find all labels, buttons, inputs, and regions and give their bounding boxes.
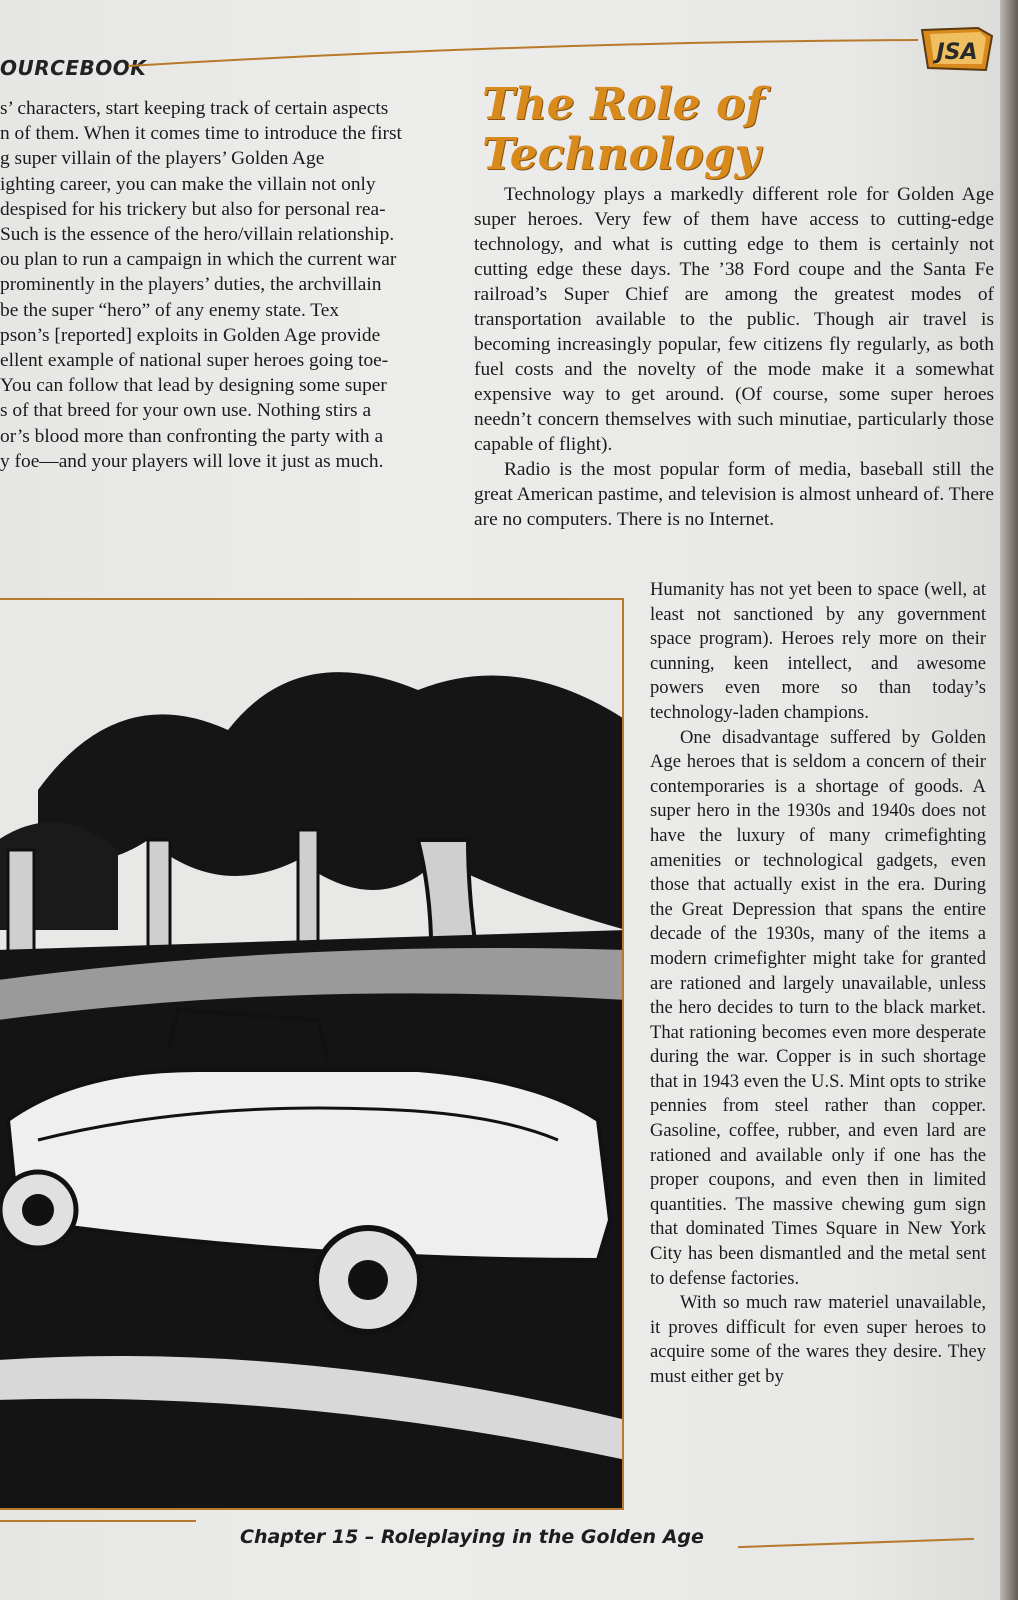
section-title-line: Technology [482,129,761,180]
footer-rule-right [738,1538,974,1548]
illustration-art [0,600,624,1510]
svg-text:JSA: JSA [936,40,978,65]
text-line: prominently in the players’ duties, the archvillain [0,274,382,296]
header-rule [128,36,928,70]
text-line: ou plan to run a campaign in which the current war [0,249,397,271]
paragraph: With so much raw materiel unavailable, it proves difficult for even super heroes to acquire some of the wares they desire. They must either get by [650,1292,986,1387]
section-title [482,80,764,180]
text-line: or’s blood more than confronting the party with a [0,425,384,447]
text-line: Such is the essence of the hero/villain relationship. [0,224,395,246]
left-column-text [0,96,452,474]
right-column-text [474,182,994,532]
narrow-column-text [650,578,986,1390]
page-edge [1000,0,1018,1600]
section-title-line: The Role of [482,79,765,130]
paragraph: One disadvantage suffered by Golden Age heroes that is seldom a concern of their contemporaries is a shortage of goods. A super hero in the 1930s and 1940s does not have the luxury of many crimefighting amenities or technological gadgets, even those that actually exist in the era. During the Great Depression that spans the entire decade of the 1930s, many of the items a modern crimefighter might take for granted are rationed and largely unavailable, unless the hero decides to turn to the black market. That rationing becomes even more desperate during the war. Copper is in such shortage that in 1943 even the U.S. Mint opts to strike pennies from steel rather than copper. Gasoline, coffee, rubber, and even lard are rationed and available only if one has the proper coupons, and even then in limited quantities. The massive chewing gum sign that dominated Times Square in New York City has been dismantled and the metal sent to defense factories. [650,726,986,1289]
text-line: You can follow that lead by designing some super [0,375,387,397]
text-line: be the super “hero” of any enemy state. Tex [0,299,340,321]
paragraph: Technology plays a markedly different role for Golden Age super heroes. Very few of them have access to cutting-edge technology, and what is cutting edge to them is certainly not cutting edge these days. The ’38 Ford coupe and the Santa Fe railroad’s Super Chief are among the greatest modes of transportation available to the public. Though air travel is becoming increasingly popular, few citizens fly regularly, as both fuel costs and the novelty of the mode make it a somewhat expensive way to get around. (Of course, some super heroes needn’t concern themselves with such minutiae, particularly those capable of flight). [474,184,994,455]
car-illustration [0,598,624,1510]
paragraph: Radio is the most popular form of media, baseball still the great American pastime, and television is almost unheard of. There are no computers. There is no Internet. [474,459,994,530]
paragraph: Humanity has not yet been to space (well, at least not sanctioned by any government space program). Heroes rely more on their cunning, keen intellect, and awesome powers even more so than today’s technology-laden champions. [650,579,986,723]
running-head: OURCEBOOK [0,56,147,80]
text-line: s of that breed for your own use. Nothing stirs a [0,400,372,422]
text-line: y foe—and your players will love it just as much. [0,450,384,472]
chapter-footer: Chapter 15 – Roleplaying in the Golden Age [240,1526,704,1548]
text-line: pson’s [reported] exploits in Golden Age provide [0,324,381,346]
text-line: ighting career, you can make the villain not only [0,173,376,195]
text-line: s’ characters, start keeping track of certain aspects [0,98,389,119]
footer-rule-left [0,1520,196,1522]
text-line: g super villain of the players’ Golden Age [0,148,325,170]
text-line: n of them. When it comes time to introduce the first [0,123,402,145]
text-line: ellent example of national super heroes going toe- [0,350,389,372]
text-line: despised for his trickery but also for personal rea- [0,198,386,220]
jsa-logo [920,26,994,72]
